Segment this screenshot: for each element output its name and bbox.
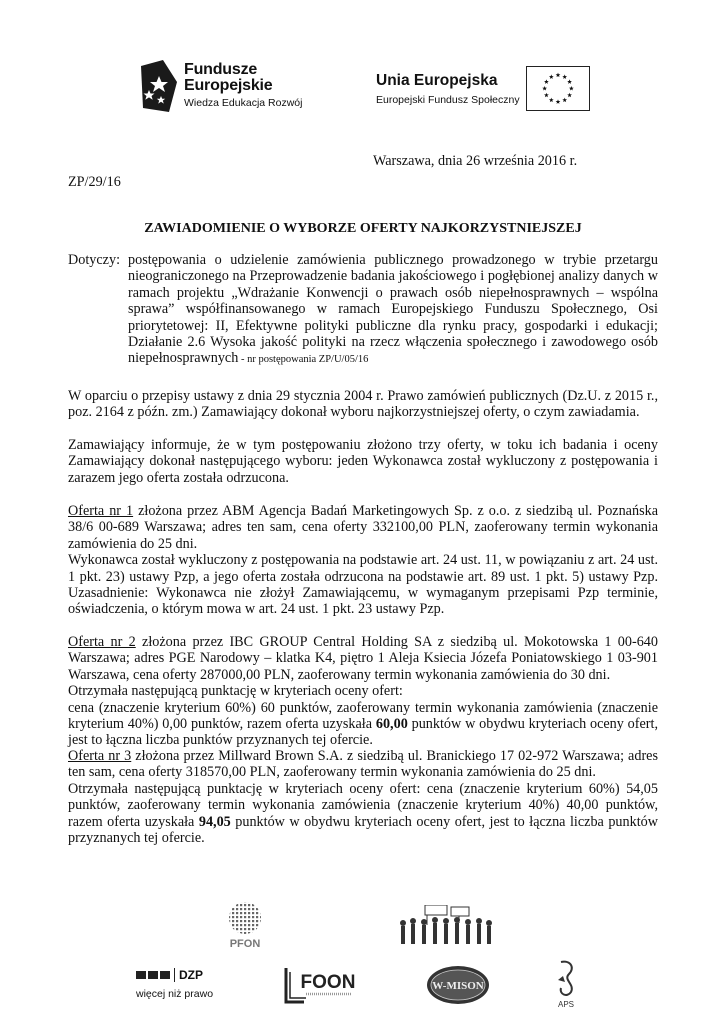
offer-3-label: Oferta nr 3 bbox=[68, 748, 132, 764]
offer-1-text: złożona przez ABM Agencja Badań Marketingowych Sp. z o.o. z siedzibą ul. Poznańska 38/6 00-689 Warszawa; adres ten sam, cena oferty 332100,00 PLN, zaoferowany termin wykonania zamówienia do 25 dni. bbox=[68, 503, 658, 552]
dzp-logo-name: DZP bbox=[174, 968, 203, 982]
dzp-logo-tagline: więcej niż prawo bbox=[136, 988, 214, 1000]
fe-logo-line1: Fundusze bbox=[184, 61, 258, 78]
dzp-square-icon bbox=[136, 971, 146, 979]
unia-europejska-logo bbox=[376, 73, 520, 105]
document-date: Warszawa, dnia 26 września 2016 r. bbox=[373, 153, 578, 169]
dzp-logo bbox=[136, 966, 213, 1000]
aps-logo-text: APS bbox=[557, 1000, 575, 1009]
ue-logo-line2: Europejski Fundusz Społeczny bbox=[376, 93, 520, 106]
fundusze-europejskie-logo bbox=[184, 62, 302, 109]
w-mison-logo bbox=[426, 965, 490, 1005]
paragraph-legal-basis: W oparciu o przepisy ustawy z dnia 29 stycznia 2004 r. Prawo zamówień publicznych (Dz.U. z 2015 r., poz. 2164 z późn. zm.) Zamawiający dokonał wyboru najkorzystniejszej oferty, o czym zawiadamia. bbox=[68, 388, 658, 421]
document-reference: ZP/29/16 bbox=[68, 174, 121, 190]
offer-1 bbox=[68, 503, 658, 618]
dzp-square-icon bbox=[148, 971, 158, 979]
dzp-square-icon bbox=[160, 971, 170, 979]
foon-logo bbox=[282, 966, 362, 1004]
offer-3-text: złożona przez Millward Brown S.A. z siedzibą ul. Branickiego 17 02-972 Warszawa; adres ten sam, cena oferty 318570,00 PLN, zaoferowany termin wykonania zamówienia do 25 dni. bbox=[68, 748, 658, 781]
paragraph-offers-summary: Zamawiający informuje, że w tym postępowaniu złożono trzy oferty, w toku ich badania i oceny Zamawiający dokonał następującego wyboru: jeden Wykonawca został wykluczony z postępowania i zarazem jego oferta została odrzucona. bbox=[68, 437, 658, 486]
offer-2-label: Oferta nr 2 bbox=[68, 634, 136, 650]
offer-3-scoring: Otrzymała następującą punktację w kryteriach oceny ofert: cena (znaczenie kryterium 60%) 54,05 punktów, zaoferowany termin wykonania zamówienia (znaczenie kryterium 40%) 40,00 punktów, razem oferta uzyskała bbox=[68, 780, 658, 830]
offer-3-total: 94,05 bbox=[198, 813, 231, 830]
offer-2-scoring: cena (znaczenie kryterium 60%) 60 punktów, zaoferowany termin wykonania zamówienia (znaczenie kryterium 40%) 0,00 punktów, razem oferta uzyskała bbox=[68, 699, 658, 733]
eu-flag-icon bbox=[526, 66, 590, 111]
offer-2-scoring-end: punktów w obydwu kryteriach oceny ofert, jest to łączna liczba punktów przyznanych tej ofercie. bbox=[68, 716, 658, 749]
pfon-logo-text: PFON bbox=[229, 938, 261, 950]
offer-2-scoring-intro: Otrzymała następującą punktację w kryteriach oceny ofert: bbox=[68, 683, 403, 700]
subject-text bbox=[128, 252, 658, 369]
aps-logo bbox=[553, 958, 579, 1010]
fe-logo-line2: Europejskie bbox=[184, 77, 273, 94]
offer-1-exclusion: Wykonawca został wykluczony z postępowania na podstawie art. 24 ust. 11, w powiązaniu z art. 24 ust. 1 pkt. 23) ustawy Pzp, a jego oferta została odrzucona na podstawie art. 89 ust. 1 pkt. 5) ustawy Pzp. Uzasadnienie: Wykonawca nie złożył Zamawiającemu, w wymaganym przepisami Pzp terminie, oświadczenia, o którym mowa w art. 24 ust. 1 pkt. 23 ustawy Pzp. bbox=[68, 552, 658, 618]
people-with-signs-logo bbox=[397, 905, 495, 949]
subject-body: postępowania o udzielenie zamówienia publicznego prowadzonego w trybie przetargu nieograniczonego na Przeprowadzenie badania jakościowego i pogłębionej analizy danych w ramach projektu „Wdrażanie Konwencji o prawach osób niepełnosprawnych – wspólna sprawa” współfinansowanego w ramach Europejskiego Funduszu Społecznego, Osi priorytetowej: II, Efektywne polityki publiczne dla rynku pracy, gospodarki i edukacji; Działanie 2.6 Wysoka jakość polityki na rzecz włączenia społecznego i zawodowego osób niepełnosprawnych bbox=[128, 252, 658, 367]
fe-logo-line3: Wiedza Edukacja Rozwój bbox=[184, 97, 303, 109]
ue-logo-line1: Unia Europejska bbox=[376, 72, 498, 89]
offer-3-scoring-end: punktów w obydwu kryteriach oceny ofert, jest to łączna liczba punktów przyznanych tej ofercie. bbox=[68, 813, 658, 847]
offer-2-text: złożona przez IBC GROUP Central Holding SA z siedzibą ul. Mokotowska 1 00-640 Warszawa; adres PGE Narodowy – klatka K4, piętro 1 Aleja Ksiecia Józefa Poniatowskiego 1 03-901 Warszawa, cena oferty 287000,00 PLN, zaoferowany termin wykonania zamówienia do 30 dni. bbox=[68, 634, 658, 683]
offer-2-total: 60,00 bbox=[375, 716, 408, 733]
pfon-logo bbox=[220, 900, 270, 950]
subject-note: - nr postępowania ZP/U/05/16 bbox=[238, 354, 369, 366]
offer-3 bbox=[68, 748, 658, 846]
offer-2 bbox=[68, 634, 658, 749]
w-mison-logo-text: W-MISON bbox=[432, 980, 484, 992]
offer-1-label: Oferta nr 1 bbox=[68, 503, 134, 519]
foon-logo-text: FOON bbox=[300, 972, 356, 993]
document-title: ZAWIADOMIENIE O WYBORZE OFERTY NAJKORZYSTNIEJSZEJ bbox=[144, 221, 582, 236]
fundusze-europejskie-star-icon bbox=[139, 60, 177, 112]
subject-label: Dotyczy: bbox=[68, 252, 121, 268]
